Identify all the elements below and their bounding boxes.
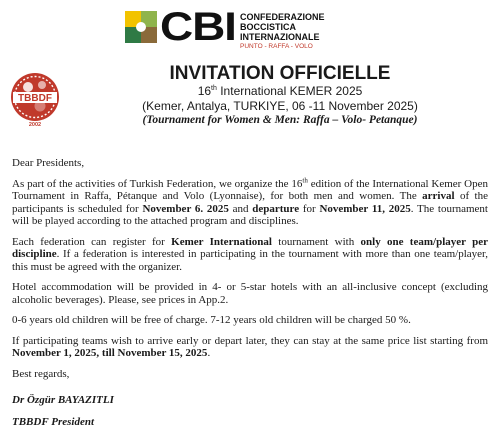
departure-date: November 11, 2025 xyxy=(319,202,411,215)
paragraph-intro xyxy=(12,175,489,228)
title-block xyxy=(60,64,500,127)
p1-sup: th xyxy=(302,175,308,184)
org-line-1: CONFEDERAZIONE xyxy=(240,12,325,22)
page-title: INVITATION OFFICIELLE xyxy=(169,63,391,84)
extended-stay-dates: November 1, 2025, till November 15, 2025 xyxy=(12,347,208,359)
tournament-categories: (Tournament for Women & Men: Raffa – Volo- Petanque) xyxy=(142,114,418,126)
p5-text-b: . xyxy=(207,347,211,359)
org-line-2: BOCCISTICA xyxy=(240,22,296,32)
event-title: International KEMER 2025 xyxy=(216,84,363,98)
tbbdf-logo xyxy=(10,68,60,130)
p1-text-b: edition of the International Kemer Open Tournament in Raffa, Pétanque and Volo (Lyonnaise), for both men and women. The xyxy=(12,177,489,202)
registration-rule: only one team/player per discipline xyxy=(12,235,488,260)
p2-text-b: tournament with xyxy=(271,235,361,248)
cbi-logo xyxy=(125,5,325,51)
edition-suffix: th xyxy=(211,85,217,92)
p1-text-c: of the participants is scheduled for xyxy=(12,190,488,215)
signer-name: Dr Özgür BAYAZITLI xyxy=(12,394,114,406)
tbbdf-badge-icon xyxy=(10,68,60,130)
p1-text-f: . The tournament will be played according to the attached program and disciplines. xyxy=(12,202,488,227)
cbi-emblem-icon xyxy=(125,11,157,43)
closing: Best regards, xyxy=(12,367,70,380)
tournament-name: Kemer International xyxy=(171,235,272,248)
cbi-org-name xyxy=(240,12,325,51)
tbbdf-badge-year: 2002 xyxy=(28,122,42,128)
p2-text-a: Each federation can register for xyxy=(12,235,172,248)
letter-body xyxy=(12,157,488,437)
edition-number: 16 xyxy=(197,84,212,98)
signer-title: TBBDF President xyxy=(12,415,95,428)
tbbdf-badge-text: TBBDF xyxy=(18,93,52,104)
event-place-dates: (Kemer, Antalya, TURKIYE, 06 -11 November 2025) xyxy=(142,99,418,113)
p2-text-c: . If a federation is interested in participating in the tournament with more than one team/player, this must be agreed with the organizer. xyxy=(12,248,488,273)
p1-text-e: for xyxy=(299,202,320,215)
greeting: Dear Presidents, xyxy=(12,157,85,169)
p1-text-d: and xyxy=(228,202,253,215)
paragraph-children: 0-6 years old children will be free of charge. 7-12 years old children will be charged 50 %. xyxy=(12,314,411,326)
p5-text-a: If participating teams wish to arrive early or depart later, they can stay at the same price list starting from xyxy=(12,334,488,347)
paragraph-extended-stay xyxy=(12,335,488,360)
arrival-label: arrival xyxy=(422,190,455,202)
paragraph-hotel: Hotel accommodation will be provided in 4- or 5-star hotels with an all-inclusive concept (excluding alcoholic beverages). Please, see prices in App.2. xyxy=(12,281,488,306)
signature-block xyxy=(12,394,488,428)
disciplines-tagline: PUNTO - RAFFA - VOLO xyxy=(240,43,313,50)
departure-label: departure xyxy=(252,202,300,215)
arrival-date: November 6. 2025 xyxy=(142,202,229,215)
event-name xyxy=(60,84,500,99)
paragraph-registration xyxy=(12,236,488,274)
org-line-3: INTERNAZIONALE xyxy=(240,32,320,42)
p1-text-a: As part of the activities of Turkish Federation, we organize the 16 xyxy=(12,177,303,190)
cbi-logo-letters: CBI xyxy=(160,5,236,49)
